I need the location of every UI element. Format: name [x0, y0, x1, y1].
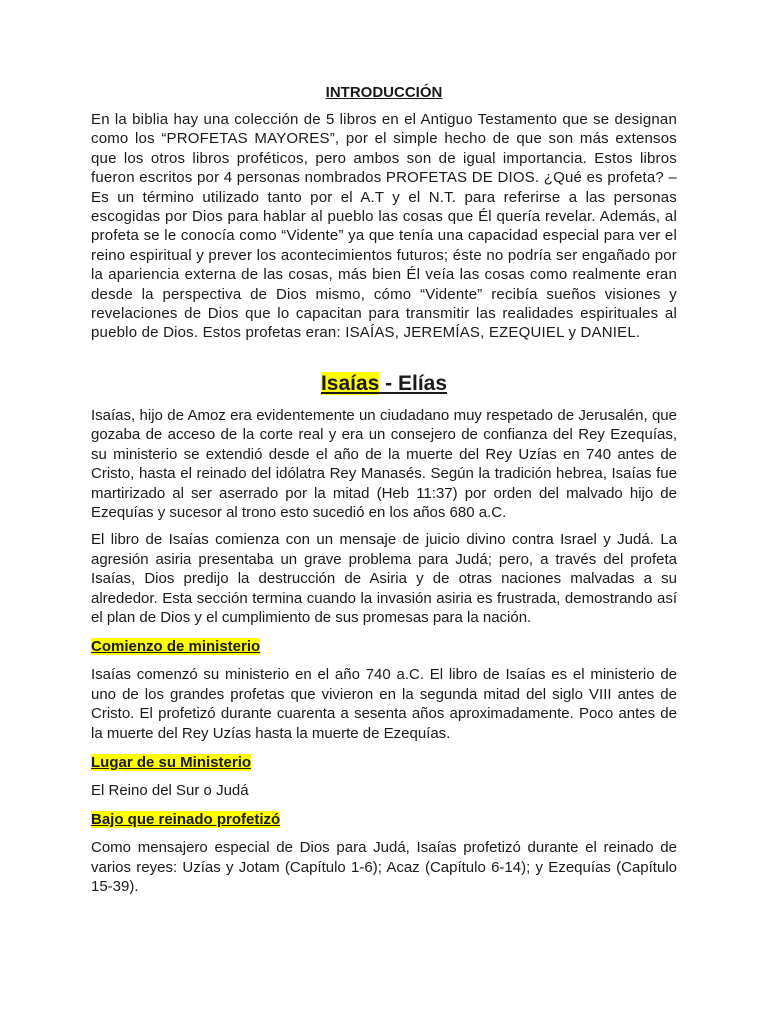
intro-paragraph: En la biblia hay una colección de 5 libros en el Antiguo Testamento que se designan como los “PROFETAS MAYORES”, por el simple hecho de que son más extensos que los otros libros proféticos, pero ambos son de igual importancia. Estos libros fueron escritos por 4 personas nombrados PROFETAS DE DIOS. ¿Qué es profeta? – Es un término utilizado tanto por el A.T y el N.T. para referirse a las personas escogidas por Dios para hablar al pueblo las cosas que Él quería revelar. Además, al profeta se le conocía como “Vidente” ya que tenía una capacidad especial para ver el reino espiritual y prever los acontecimientos futuros; éste no podría ser engañado por la apariencia externa de las cosas, más bien Él veía las cosas como realmente eran desde la perspectiva de Dios mismo, cómo “Vidente” recibía sueños visiones y revelaciones de Dios que lo capacitan para transmitir las realidades espirituales al pueblo de Dios. Estos profetas eran: ISAÍAS, JEREMÍAS, EZEQUIEL y DANIEL. — [91, 111, 677, 342]
isaias-paragraph-2: El libro de Isaías comienza con un mensaje de juicio divino contra Israel y Judá. La agresión asiria presentaba un grave problema para Judá; pero, a través del profeta Isaías, Dios predijo la destrucción de Asiria y de otras naciones malvadas a su alrededor. Esta sección termina cuando la invasión asiria es frustrada, demostrando así el plan de Dios y el cumplimiento de sus promesas para la nación. — [91, 531, 677, 626]
section-title-reinado-text: Bajo que reinado profetizó — [91, 811, 281, 829]
section-title-lugar — [91, 753, 677, 773]
heading-name-highlighted: Isaías — [320, 371, 380, 395]
intro-title: INTRODUCCIÓN — [325, 84, 443, 101]
document-content — [91, 82, 677, 897]
section-text-reinado: Como mensajero especial de Dios para Judá, Isaías profetizó durante el reinado de varios reyes: Uzías y Jotam (Capítulo 1-6); Acaz (Capítulo 6-14); y Ezequías (Capítulo 15-39). — [91, 839, 677, 896]
section-title-reinado — [91, 810, 677, 830]
heading-rest: - Elías — [379, 371, 448, 395]
section-title-lugar-text: Lugar de su Ministerio — [91, 753, 252, 771]
section-text-comienzo: Isaías comenzó su ministerio en el año 740 a.C. El libro de Isaías es el ministerio de uno de los grandes profetas que vivieron en la segunda mitad del siglo VIII antes de Cristo. El profetizó durante cuarenta a sesenta años aproximadamente. Poco antes de la muerte del Rey Uzías hasta la muerte de Ezequías. — [91, 666, 677, 742]
section-title-comienzo-text: Comienzo de ministerio — [91, 638, 261, 656]
section-heading — [91, 370, 677, 398]
section-title-comienzo — [91, 637, 677, 657]
isaias-paragraph-1: Isaías, hijo de Amoz era evidentemente un ciudadano muy respetado de Jerusalén, que gozaba de acceso de la corte real y era un consejero de confianza del Rey Ezequías, su ministerio se extendió desde el año de la muerte del Rey Uzías en 740 antes de Cristo, hasta el reinado del idólatra Rey Manasés. Según la tradición hebrea, Isaías fue martirizado al ser aserrado por la mitad (Heb 11:37) por orden del malvado hijo de Ezequías y sucesor al trono esto sucedió en los años 680 a.C. — [91, 406, 677, 521]
section-text-lugar: El Reino del Sur o Judá — [91, 781, 249, 799]
